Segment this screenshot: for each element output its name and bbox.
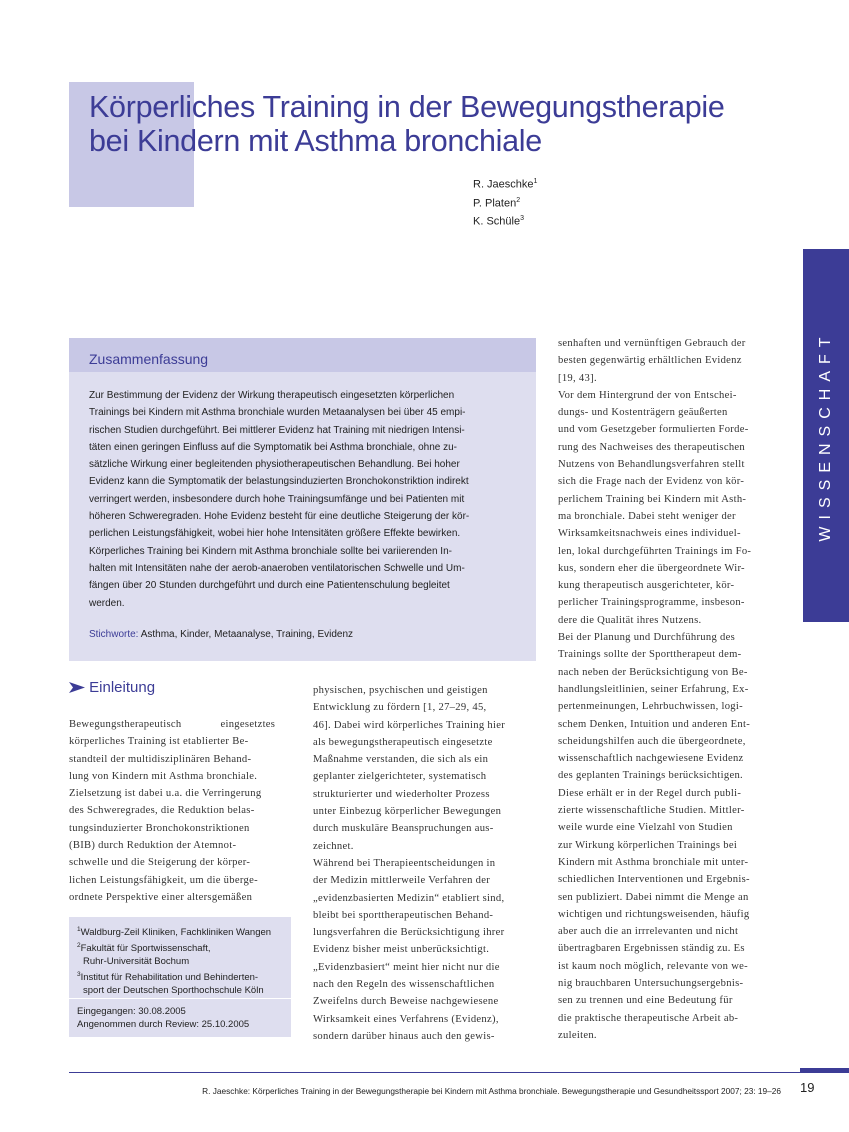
- body-line: weile wurde eine Vielzahl von Studien: [558, 822, 733, 834]
- affiliation: $^2$Fakultät für Sportwissenschaft,: [77, 942, 211, 955]
- abstract-line: fängen über 20 Stunden durchgeführt und durch eine Patientenschulung begleitet: [89, 580, 450, 592]
- body-line: Zielsetzung ist dabei u.a. die Verringerung: [69, 788, 262, 800]
- abstract-line: höheren Schweregraden. Hohe Evidenz besteht für eine deutliche Steigerung der kör-: [89, 511, 470, 523]
- author-list: [473, 174, 537, 230]
- author: P. Platen$^2$: [473, 196, 521, 210]
- body-line: strukturierter und wiederholter Prozess: [313, 788, 490, 800]
- body-line: wissenschaftlich nachgewiesene Evidenz: [558, 753, 744, 765]
- body-line: Maßnahme verstanden, die sich als ein: [313, 754, 489, 766]
- body-line: nach den Regeln des wissenschaftlichen: [313, 979, 495, 991]
- body-line: schem Denken, Intuition und anderen Ent-: [558, 718, 751, 730]
- footer-citation: R. Jaeschke: Körperliches Training in der Bewegungstherapie bei Kindern mit Asthma bronchiale. Bewegungstherapie und Gesundheitssport 2007; 23: 19–26: [202, 1086, 781, 1096]
- article-title: [89, 90, 829, 158]
- body-line: Bewegungstherapeutisch eingesetztes: [69, 719, 276, 730]
- abstract-line: Zur Bestimmung der Evidenz der Wirkung therapeutisch eingesetzten körperlichen: [89, 390, 455, 401]
- body-line: kung therapeutisch ausgerichteter, kör-: [558, 580, 735, 592]
- author: R. Jaeschke$^1$: [473, 178, 538, 191]
- body-line: physischen, psychischen und geistigen: [313, 685, 488, 696]
- received-date: Eingegangen: 30.08.2005: [77, 1006, 186, 1017]
- affiliation-cont: sport der Deutschen Sporthochschule Köln: [83, 985, 264, 997]
- abstract-line: werden.: [89, 597, 125, 609]
- section-sidebar-label: WISSENSCHAFT: [817, 330, 834, 542]
- affiliations-divider: [69, 998, 291, 999]
- body-line: schiedlichen Interventionen und Ergebnis-: [558, 874, 750, 886]
- body-line: durch muskuläre Beanspruchungen aus-: [313, 823, 494, 835]
- body-line: zierte wissenschaftliche Studien. Mittler-: [558, 805, 745, 817]
- body-line: ordnete Perspektive einer altersgemäßen: [69, 891, 253, 903]
- body-line: lung von Kindern mit Asthma bronchiale.: [69, 770, 258, 782]
- body-line: unter Einbezug körperlicher Bewegungen: [313, 806, 502, 818]
- page-number: 19: [800, 1080, 815, 1095]
- body-column-2: [313, 682, 505, 1045]
- body-line: Nutzens von Behandlungsverfahren stellt: [558, 459, 745, 471]
- body-line: bleibt bei sporttherapeutischen Behand-: [313, 909, 494, 921]
- abstract-box: [69, 338, 536, 661]
- footer-rule: [69, 1072, 848, 1073]
- body-line: Wirksamkeitsnachweis eines individuel-: [558, 528, 741, 540]
- body-line: Zweifelns durch Beweise nachgewiesene: [313, 996, 499, 1008]
- body-line: senhaften und vernünftigen Gebrauch der: [558, 338, 746, 349]
- body-line: als bewegungstherapeutisch eingesetzte: [313, 736, 493, 748]
- body-line: standteil der multidisziplinären Behand-: [69, 753, 252, 765]
- body-line: „Evidenzbasiert“ meint hier nicht nur die: [313, 961, 500, 973]
- body-line: [19, 43].: [558, 372, 597, 384]
- abstract-line: Trainings bei Kindern mit Asthma bronchiale wurden Metaanalysen bei über 45 empi-: [89, 407, 466, 419]
- abstract-line: Evidenz kann die Symptomatik der belastungsinduzierten Bronchokonstriktion indirekt: [89, 476, 469, 488]
- accepted-date: Angenommen durch Review: 25.10.2005: [77, 1019, 250, 1030]
- body-line: kus, sondern eher die übergeordnete Wir-: [558, 562, 745, 574]
- body-line: die praktische therapeutische Arbeit ab-: [558, 1012, 739, 1024]
- body-line: Evidenz bisher meist unberücksichtigt.: [313, 944, 490, 956]
- body-line: Vor dem Hintergrund der von Entschei-: [558, 389, 737, 401]
- body-line: pertenmeinungen, Lehrbuchwissen, logi-: [558, 701, 743, 713]
- arrow-bullet-icon: [69, 682, 85, 693]
- body-line: wichtigen und richtungsweisenden, häufig: [558, 908, 750, 920]
- body-column-3: [558, 335, 751, 1044]
- body-line: perlicher Trainingsprogramme, insbeson-: [558, 597, 745, 609]
- keywords: [89, 629, 353, 640]
- abstract-line: sätzliche Wirkung einer begleitenden physiotherapeutischen Behandlung. Bei hoher: [89, 459, 460, 471]
- affiliation-cont: Ruhr-Universität Bochum: [83, 956, 190, 968]
- body-line: lungsverfahren die Berücksichtigung ihrer: [313, 927, 505, 939]
- affiliation: $^3$Institut für Rehabilitation und Behinderten-: [77, 971, 259, 984]
- body-line: rung des Nachweises des therapeutischen: [558, 441, 746, 453]
- body-line: Wirksamkeit eines Verfahrens (Evidenz),: [313, 1013, 499, 1025]
- body-line: körperliches Training ist etablierter Be-: [69, 736, 249, 748]
- abstract-line: Körperliches Training bei Kindern mit Asthma bronchiale sollte bei variierenden In-: [89, 545, 452, 557]
- affiliations: [77, 923, 271, 997]
- body-line: ma bronchiale. Dabei steht weniger der: [558, 510, 736, 522]
- body-line: Trainings sollte der Sporttherapeut dem-: [558, 649, 742, 661]
- body-line: des geplanten Trainings berücksichtigen.: [558, 770, 744, 782]
- body-line: nach neben der Berücksichtigung von Be-: [558, 666, 748, 678]
- body-line: sen zu trennen und eine Bedeutung für: [558, 995, 733, 1007]
- keywords-label: Stichworte:: [89, 629, 139, 640]
- body-line: geplanter zielgerichteter, systematisch: [313, 771, 487, 783]
- body-line: und vom Gesetzgeber formulierten Forde-: [558, 424, 749, 436]
- body-line: dere die Qualität ihres Nutzens.: [558, 614, 702, 626]
- body-line: ist kaum noch möglich, relevante von we-: [558, 960, 748, 972]
- body-line: scheidungshilfen auch die übergeordnete,: [558, 735, 746, 747]
- body-line: schwelle und die Steigerung der körper-: [69, 857, 251, 869]
- body-line: besten gegenwärtig erhältlichen Evidenz: [558, 355, 742, 367]
- body-line: tungsinduzierter Bronchokonstriktionen: [69, 822, 250, 834]
- body-line: handlungsleitlinien, seiner Erfahrung, Ex-: [558, 683, 749, 695]
- body-line: Bei der Planung und Durchführung des: [558, 632, 736, 644]
- body-line: dungs- und Kostenträgern geäußerten: [558, 407, 728, 419]
- body-line: 46]. Dabei wird körperliches Training hier: [313, 719, 506, 731]
- footer-accent-bar: [800, 1068, 849, 1073]
- body-line: perlichem Training bei Kindern mit Asth-: [558, 493, 747, 505]
- body-line: Kindern mit Asthma bronchiale mit unter-: [558, 856, 749, 868]
- body-line: zur Wirkung körperlichen Trainings bei: [558, 839, 738, 851]
- body-line: lichen Leistungsfähigkeit, um die überge-: [69, 874, 258, 886]
- article-title-line-2: bei Kindern mit Asthma bronchiale: [89, 124, 542, 158]
- abstract-heading: Zusammenfassung: [89, 351, 209, 367]
- body-line: (BIB) durch Reduktion der Atemnot-: [69, 840, 237, 852]
- body-line: zuleiten.: [558, 1029, 597, 1041]
- abstract-line: rischen Studien durchgeführt. Bei mittlerer Evidenz hat Training mit niedrigen Intensi-: [89, 424, 465, 436]
- abstract-line: halten mit Intensitäten nahe der aerob-anaeroben ventilatorischen Schwelle und Um-: [89, 562, 465, 574]
- body-line: übertragbaren Ergebnissen ständig zu. Es: [558, 943, 745, 955]
- affiliations-box: [69, 917, 291, 1037]
- body-line: sondern darüber hinaus auch den gewis-: [313, 1030, 495, 1042]
- body-line: „evidenzbasierten Medizin“ etabliert sind,: [313, 892, 505, 904]
- intro-heading: [69, 679, 155, 696]
- abstract-line: perlichen Leistungsfähigkeit, wobei hier hohe Intensitäten größere Effekte bewirken.: [89, 528, 461, 540]
- body-line: len, lokal durchgeführten Trainings im Fo-: [558, 545, 752, 557]
- body-line: Diese erhält er in der Regel durch publi-: [558, 787, 742, 799]
- body-line: sich die Frage nach der Evidenz von kör-: [558, 476, 745, 488]
- body-line: zeichnet.: [313, 840, 354, 852]
- body-line: der Medizin mittlerweile Verfahren der: [313, 875, 491, 887]
- abstract-line: täten einen geringen Einfluss auf die Symptomatik bei Asthma bronchiale, ohne zu-: [89, 441, 457, 453]
- submission-dates: [77, 1005, 249, 1031]
- abstract-line: verringert werden, insbesondere durch hohe Trainingsumfänge und bei Patienten mit: [89, 493, 465, 505]
- body-line: des Schweregrades, die Reduktion belas-: [69, 805, 255, 817]
- body-column-1: [69, 716, 275, 906]
- article-title-line-1: Körperliches Training in der Bewegungstherapie: [89, 90, 725, 124]
- affiliation: $^1$Waldburg-Zeil Kliniken, Fachkliniken Wangen: [77, 926, 272, 939]
- body-line: Während bei Therapieentscheidungen in: [313, 857, 496, 869]
- body-line: aber auch die an irrrelevanten und nicht: [558, 926, 739, 938]
- body-line: Entwicklung zu fördern [1, 27–29, 45,: [313, 702, 487, 714]
- author: K. Schüle$^3$: [473, 215, 524, 228]
- intro-heading-text: Einleitung: [89, 679, 156, 696]
- body-line: sen publiziert. Dabei nimmt die Menge an: [558, 891, 749, 903]
- keywords-values: Asthma, Kinder, Metaanalyse, Training, Evidenz: [140, 629, 354, 640]
- abstract-text: [89, 387, 519, 612]
- body-line: nig brauchbaren Untersuchungsergebnis-: [558, 977, 744, 989]
